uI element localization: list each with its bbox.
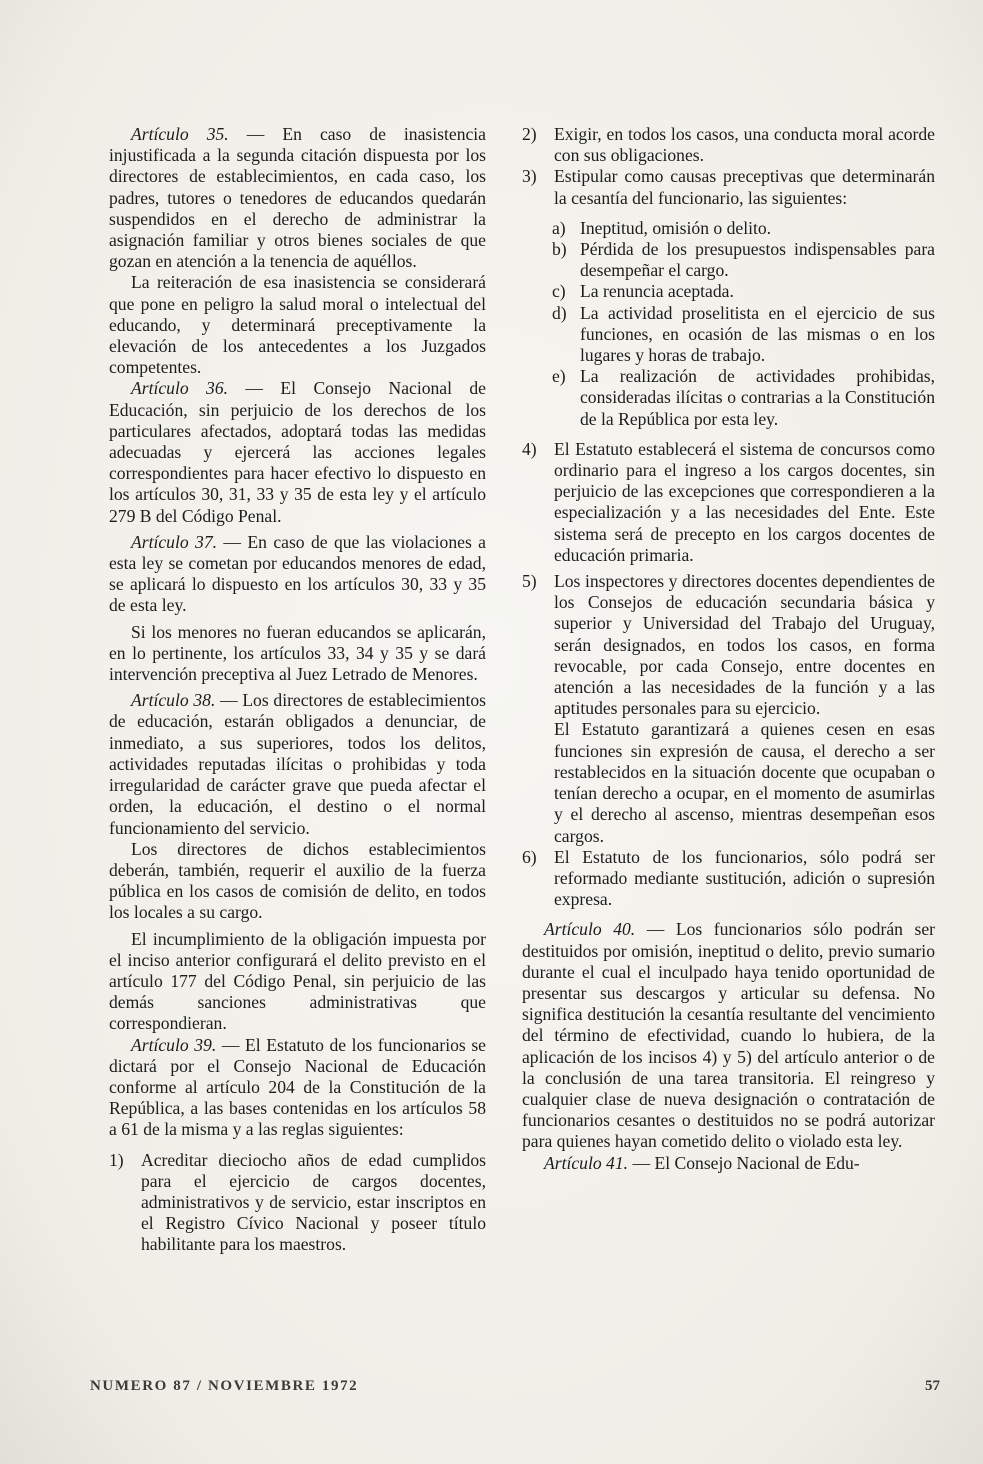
article-39-paragraph — [109, 1035, 486, 1141]
left-column — [109, 124, 486, 1256]
list-item — [522, 571, 935, 719]
article-40-paragraph — [522, 919, 935, 1152]
sub-list-item-text: Pérdida de los presupuestos indispensables para desempeñar el cargo. — [580, 239, 935, 281]
list-item-number: 2) — [522, 124, 537, 144]
list-item-text: Acreditar dieciocho años de edad cumplidos para el ejercicio de cargos docentes, administrativos y de servicio, estar inscriptos en el Registro Cívico Nacional y poseer título habilitante para los maestros. — [141, 1149, 486, 1255]
list-item — [522, 847, 935, 911]
article-38-label: Artículo 38. — [131, 690, 216, 711]
list-item-number: 5) — [522, 571, 537, 592]
article-41-label: Artículo 41. — [544, 1152, 629, 1173]
sub-list-item — [552, 239, 935, 281]
article-35-text: — En caso de inasistencia injustificada a la segunda citación dispuesta por los directores de establecimientos, en cada caso, los padres, tutores o tenedores de educandos quedarán suspendidos en el derecho de administrar la asignación familiar y otros bienes sociales de que gozan en atención a la tenencia de aquéllos. — [109, 124, 486, 272]
sub-list-item — [552, 303, 935, 367]
article-38-paragraph — [109, 690, 486, 838]
list-item-continuation: El Estatuto garantizará a quienes cesen en esas funciones sin expresión de causa, el derecho a ser restablecidos en la situación docente que ocupaban o tenían derecho a ocupar, en el momento de asumirlas y el derecho al ascenso, mientras desempeñan esos cargos. — [554, 719, 935, 846]
list-item-number: 4) — [522, 438, 537, 459]
article-37-paragraph — [109, 532, 486, 617]
right-column — [522, 124, 935, 1174]
list-item — [522, 124, 935, 166]
page-footer — [90, 1378, 940, 1395]
article-41-text: — El Consejo Nacional de Edu- — [628, 1152, 860, 1173]
sub-list-item-text: La actividad proselitista en el ejercicio de sus funciones, en ocasión de las mismas o en los lugares y horas de trabajo. — [580, 302, 935, 366]
article-38-paragraph-2: Los directores de dichos establecimientos deberán, también, requerir el auxilio de la fuerza pública en los casos de comisión de delito, en todos los locales a su cargo. — [109, 838, 486, 923]
issue-line: NUMERO 87 / NOVIEMBRE 1972 — [90, 1378, 359, 1394]
list-item — [522, 439, 935, 566]
article-38-text: — Los directores de establecimientos de educación, estarán obligados a denunciar, de inmediato, a sus superiores, todos los delitos, actividades reputadas ilícitas o prohibidas y toda irregularidad de carácter grave que pueda afectar el orden, la educación, el destino o el normal funcionamiento del servicio. — [109, 690, 486, 838]
article-37-text: — En caso de que las violaciones a esta ley se cometan por educandos menores de edad, se aplicará lo dispuesto en los artículos 30, 33 y 35 de esta ley. — [109, 531, 486, 616]
list-item-number: 1) — [109, 1149, 124, 1170]
page-number: 57 — [925, 1378, 940, 1394]
list-item — [109, 1150, 486, 1256]
list-item-text: El Estatuto establecerá el sistema de concursos como ordinario para el ingreso a los cargos docentes, sin perjuicio de las excepciones que correspondieren a la especialización y a las necesidades del Ente. Este sistema será de precepto en los cargos docentes de educación primaria. — [554, 438, 935, 565]
list-item — [522, 166, 935, 208]
article-35-label: Artículo 35. — [131, 124, 229, 144]
list-item-text: El Estatuto de los funcionarios, sólo podrá ser reformado mediante sustitución, adición o supresión expresa. — [554, 846, 935, 910]
article-35-paragraph-2: La reiteración de esa inasistencia se considerará que pone en peligro la salud moral o intelectual del educando, y determinará preceptivamente la elevación de los antecedentes a los Juzgados competentes. — [109, 272, 486, 378]
article-41-paragraph — [522, 1153, 935, 1174]
sub-list-item-letter: d) — [552, 302, 567, 323]
list-item-number: 6) — [522, 846, 537, 867]
article-40-label: Artículo 40. — [544, 919, 636, 940]
article-35-paragraph — [109, 124, 486, 272]
sub-list-item — [552, 218, 935, 239]
sub-list-item-letter: c) — [552, 281, 566, 302]
list-item-number: 3) — [522, 166, 537, 187]
list-item-text: Estipular como causas preceptivas que determinarán la cesantía del funcionario, las siguientes: — [554, 166, 935, 208]
list-item-text: Los inspectores y directores docentes dependientes de los Consejos de educación secundaria básica y superior y Universidad del Trabajo del Uruguay, serán designados, en todos los casos, en forma revocable, por cada Consejo, entre docentes en atención a las necesidades de la función y a las aptitudes personales para su ejercicio. — [554, 571, 935, 719]
article-36-paragraph — [109, 378, 486, 526]
article-36-text: — El Consejo Nacional de Educación, sin perjuicio de los derechos de los particulares afectados, adoptará todas las medidas adecuadas y ejercerá las acciones legales correspondientes para hacer efectivo lo dispuesto en los artículos 30, 31, 33 y 35 de esta ley y el artículo 279 B del Código Penal. — [109, 378, 486, 526]
article-37-label: Artículo 37. — [131, 531, 218, 552]
sub-list-item — [552, 366, 935, 430]
sub-list-item-text: La realización de actividades prohibidas, consideradas ilícitas o contrarias a la Constitución de la República por esta ley. — [580, 366, 935, 429]
sub-list-item — [552, 281, 935, 302]
article-36-label: Artículo 36. — [131, 378, 229, 399]
sub-list-item-text: La renuncia aceptada. — [580, 281, 734, 302]
article-40-text: — Los funcionarios sólo podrán ser destituidos por omisión, ineptitud o delito, previo sumario durante el cual el inculpado haya tenido oportunidad de presentar sus descargos y articular su defensa. No significa destitución la cesantía resultante del vencimiento del término de efectividad, cuando lo hubiera, de la aplicación de los incisos 4) y 5) del artículo anterior o de la conclusión de una tarea transitoria. El reingreso y cualquier clase de nueva designación o contratación de funcionarios cesantes o destituidos no se podrá autorizar para quienes hayan cometido delito o violado esta ley. — [522, 919, 935, 1152]
sub-list-item-letter: b) — [552, 239, 567, 260]
sub-list-item-text: Ineptitud, omisión o delito. — [580, 217, 772, 238]
sub-list-item-letter: e) — [552, 366, 566, 387]
article-39-text: — El Estatuto de los funcionarios se dictará por el Consejo Nacional de Educación conforme al artículo 204 de la Constitución de la República, a las bases contenidas en los artículos 58 a 61 de la misma y a las reglas siguientes: — [109, 1034, 486, 1140]
sub-list-item-letter: a) — [552, 217, 566, 238]
article-37-paragraph-2: Si los menores no fueran educandos se aplicarán, en lo pertinente, los artículos 33, 34 y 35 y se dará intervención preceptiva al Juez Letrado de Menores. — [109, 621, 486, 685]
article-38-paragraph-3: El incumplimiento de la obligación impuesta por el inciso anterior configurará el delito previsto en el artículo 177 del Código Penal, sin perjuicio de las demás sanciones administrativas que correspondieran. — [109, 928, 486, 1034]
article-39-label: Artículo 39. — [131, 1034, 217, 1055]
list-item-text: Exigir, en todos los casos, una conducta moral acorde con sus obligaciones. — [554, 124, 935, 166]
